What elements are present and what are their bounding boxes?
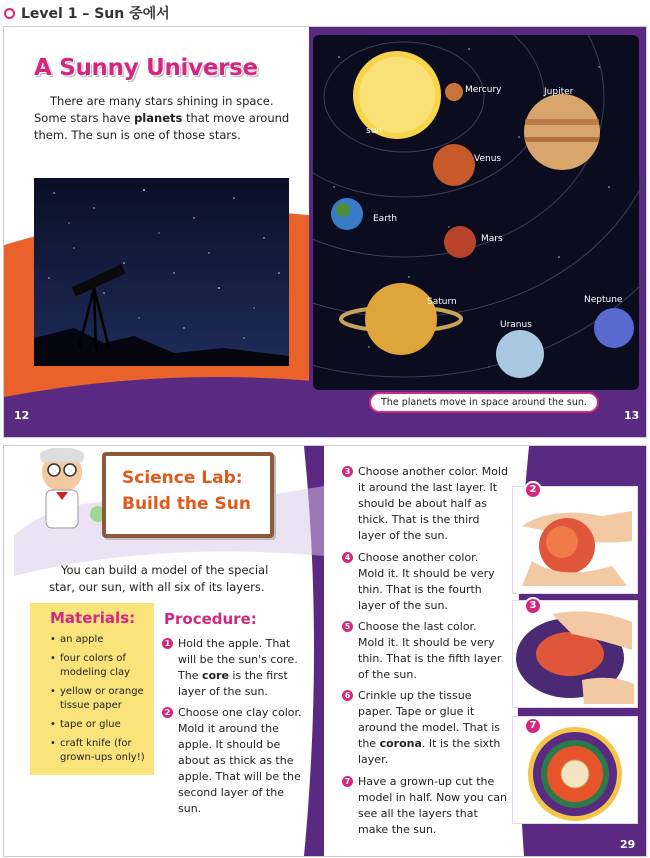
core-bold: core <box>201 669 229 682</box>
step-number-badge: 6 <box>342 690 353 701</box>
lab-intro-line-2: star, our sun, with all six of its layers. <box>49 580 265 594</box>
intro-text-part: Some stars have <box>34 111 135 125</box>
page-number-right: 13 <box>624 409 640 422</box>
step-number-badge: 5 <box>342 621 353 632</box>
top-spread <box>4 27 646 437</box>
telescope-night-sky-photo <box>34 178 289 366</box>
label-mars: Mars <box>481 234 503 244</box>
label-uranus: Uranus <box>500 320 532 330</box>
circle-bullet-icon <box>4 8 15 19</box>
intro-line-1: There are many stars shining in space. <box>50 94 274 108</box>
step-text: is the first layer of the sun. <box>178 669 288 698</box>
step-number-badge: 1 <box>162 638 173 649</box>
procedure-step-2 <box>164 705 310 817</box>
label-venus: Venus <box>474 154 502 164</box>
procedure-step-1 <box>164 636 310 700</box>
planets-bold: planets <box>134 111 183 125</box>
label-jupiter: Jupiter <box>544 87 574 97</box>
step-text: Choose another color. Mold it. It should be very thin. That is the fourth layer of the sun. <box>358 551 495 612</box>
procedure-step-7 <box>344 774 508 838</box>
bottom-spread <box>4 446 646 856</box>
label-saturn: Saturn <box>427 297 457 307</box>
lab-intro <box>49 562 321 596</box>
intro-line-2 <box>34 110 304 127</box>
label-earth: Earth <box>373 214 398 224</box>
label-neptune: Neptune <box>584 295 623 305</box>
page-number-right: 29 <box>620 838 636 851</box>
photo-apple-wrapped-in-purple-clay <box>512 600 638 708</box>
step-number-badge: 4 <box>342 552 353 563</box>
photo-number-badge: 3 <box>524 597 542 615</box>
step-text: Choose one clay color. Mold it around the apple. It should be about as thick as the apple. That will be the second layer of the sun. <box>178 706 302 815</box>
step-text: Choose the last color. Mold it. It should be very thin. That is the fifth layer of the sun. <box>358 620 502 681</box>
procedure-step-5 <box>344 619 503 683</box>
materials-list <box>30 633 154 765</box>
corona-bold: corona <box>379 737 422 750</box>
lab-title-line-2: Build the Sun <box>122 494 251 514</box>
label-mercury: Mercury <box>465 85 502 95</box>
page-heading: A Sunny Universe <box>34 55 258 81</box>
photo-number-badge: 7 <box>524 717 542 735</box>
photo-number-badge: 2 <box>524 481 542 499</box>
header-bar <box>0 0 650 26</box>
procedure-step-3 <box>344 464 508 544</box>
lab-title-line-1: Science Lab: <box>122 468 243 488</box>
page-header-title: Level 1 – Sun 중에서 <box>21 6 170 22</box>
step-text: Choose another color. Mold it around the last layer. It should be about half as thick. That is the third layer of the sun. <box>358 465 508 542</box>
materials-title: Materials: <box>50 609 136 627</box>
intro-text <box>34 93 304 144</box>
material-item: • an apple <box>50 633 148 647</box>
procedure-title: Procedure: <box>164 610 257 628</box>
step-number-badge: 2 <box>162 707 173 718</box>
science-lab-board <box>102 452 274 538</box>
step-number-badge: 7 <box>342 776 353 787</box>
label-sun: sun <box>366 126 383 136</box>
solar-system-caption: The planets move in space around the sun. <box>369 392 599 413</box>
material-item: • craft knife (for grown-ups only!) <box>50 737 148 765</box>
step-text: . It is the sixth layer. <box>358 737 501 766</box>
intro-text-part: that move around <box>182 111 290 125</box>
scientist-mascot-icon <box>16 448 108 534</box>
procedure-step-6 <box>344 688 503 768</box>
step-number-badge: 3 <box>342 466 353 477</box>
step-text: Crinkle up the tissue paper. Tape or glue it around the model. That is the <box>358 689 500 750</box>
step-text: Hold the apple. That will be the sun's core. The <box>178 637 298 682</box>
material-item: • yellow or orange tissue paper <box>50 685 148 713</box>
material-item: • tape or glue <box>50 718 148 732</box>
procedure-step-4 <box>344 550 503 614</box>
lab-intro-line-1: You can build a model of the special <box>61 563 269 577</box>
page-number-left: 12 <box>14 409 30 422</box>
page-number-left: 28 <box>14 830 30 843</box>
step-text: Have a grown-up cut the model in half. Now you can see all the layers that make the sun. <box>358 775 508 836</box>
intro-line-3: them. The sun is one of those stars. <box>34 128 241 142</box>
material-item: • four colors of modeling clay <box>50 652 148 680</box>
materials-box <box>30 603 154 775</box>
photo-hands-molding-clay-around-apple <box>512 486 638 594</box>
